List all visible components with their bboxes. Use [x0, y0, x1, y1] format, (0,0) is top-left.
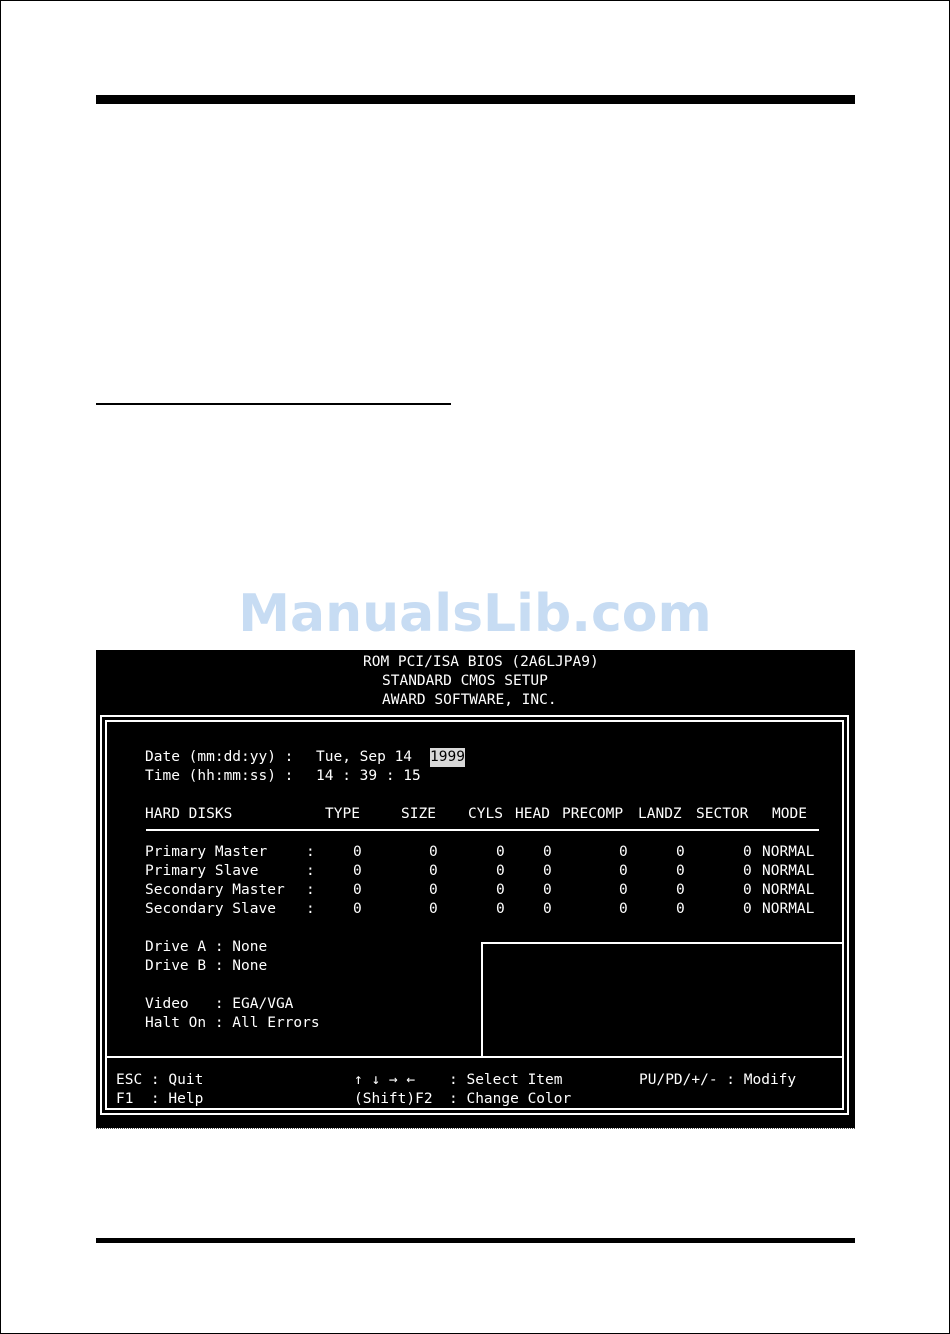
- date-label: Date (mm:dd:yy) :: [145, 749, 294, 765]
- hdd-head: 0: [543, 844, 552, 860]
- footer-page-rule: [96, 1238, 855, 1243]
- time-value[interactable]: 14 : 39 : 15: [316, 768, 421, 784]
- hdd-mode[interactable]: NORMAL: [762, 863, 815, 879]
- hdd-landz: 0: [676, 863, 685, 879]
- hdd-sector: 0: [743, 863, 752, 879]
- info-box: [481, 942, 844, 1057]
- select-item-hint: : Select Item: [449, 1072, 563, 1088]
- hdd-sector: 0: [743, 844, 752, 860]
- hdd-name: Primary Slave: [145, 863, 259, 879]
- hdd-type[interactable]: 0: [353, 844, 362, 860]
- watermark: ManualsLib.com: [238, 584, 712, 644]
- hdd-precomp: 0: [619, 882, 628, 898]
- bios-screen: [96, 650, 855, 1128]
- esc-quit-hint: ESC : Quit: [116, 1072, 204, 1088]
- hdd-col-head: HEAD: [515, 806, 550, 822]
- hdd-head: 0: [543, 901, 552, 917]
- hdd-type[interactable]: 0: [353, 882, 362, 898]
- drive-a-setting[interactable]: Drive A : None: [145, 939, 268, 955]
- hdd-col-mode: MODE: [772, 806, 807, 822]
- hdd-col-cyls: CYLS: [468, 806, 503, 822]
- video-setting[interactable]: Video : EGA/VGA: [145, 996, 294, 1012]
- scan-artifact: [96, 1128, 855, 1132]
- hdd-size: 0: [429, 844, 438, 860]
- hdd-name: Secondary Slave: [145, 901, 276, 917]
- time-label: Time (hh:mm:ss) :: [145, 768, 294, 784]
- hdd-sep: :: [306, 882, 315, 898]
- footer-rule: [105, 1056, 844, 1058]
- hdd-size: 0: [429, 882, 438, 898]
- hdd-sector: 0: [743, 882, 752, 898]
- section-underline: [96, 403, 451, 405]
- hdd-mode[interactable]: NORMAL: [762, 844, 815, 860]
- modify-hint: PU/PD/+/- : Modify: [639, 1072, 797, 1088]
- hdd-col-precomp: PRECOMP: [562, 806, 624, 822]
- hdd-head: 0: [543, 882, 552, 898]
- hdd-precomp: 0: [619, 863, 628, 879]
- hdd-sep: :: [306, 844, 315, 860]
- hdd-col-type: TYPE: [325, 806, 360, 822]
- hdd-type[interactable]: 0: [353, 863, 362, 879]
- hdd-col-sector: SECTOR: [696, 806, 749, 822]
- hdd-landz: 0: [676, 844, 685, 860]
- bios-title: ROM PCI/ISA BIOS (2A6LJPA9): [363, 654, 599, 670]
- bios-vendor: AWARD SOFTWARE, INC.: [382, 692, 557, 708]
- hdd-type[interactable]: 0: [353, 901, 362, 917]
- change-color-hint: : Change Color: [449, 1091, 572, 1107]
- hdd-mode[interactable]: NORMAL: [762, 882, 815, 898]
- hdd-col-name: HARD DISKS: [145, 806, 233, 822]
- shift-f2-key: (Shift)F2: [354, 1091, 433, 1107]
- f1-help-hint: F1 : Help: [116, 1091, 204, 1107]
- hdd-landz: 0: [676, 882, 685, 898]
- hdd-cyls: 0: [496, 882, 505, 898]
- date-value[interactable]: Tue, Sep 14: [316, 749, 413, 765]
- hdd-precomp: 0: [619, 901, 628, 917]
- hdd-col-size: SIZE: [401, 806, 436, 822]
- hdd-mode[interactable]: NORMAL: [762, 901, 815, 917]
- hdd-sep: :: [306, 901, 315, 917]
- bios-subtitle: STANDARD CMOS SETUP: [382, 673, 548, 689]
- hdd-name: Secondary Master: [145, 882, 285, 898]
- hdd-precomp: 0: [619, 844, 628, 860]
- arrow-keys-icon: ↑ ↓ → ←: [354, 1072, 416, 1088]
- hdd-cyls: 0: [496, 863, 505, 879]
- hdd-landz: 0: [676, 901, 685, 917]
- hdd-cyls: 0: [496, 844, 505, 860]
- hdd-sep: :: [306, 863, 315, 879]
- hdd-sector: 0: [743, 901, 752, 917]
- header-rule: [96, 95, 855, 104]
- hdd-header-rule: [146, 829, 819, 831]
- hdd-head: 0: [543, 863, 552, 879]
- hdd-name: Primary Master: [145, 844, 268, 860]
- hdd-size: 0: [429, 901, 438, 917]
- date-year-field[interactable]: 1999: [430, 749, 465, 765]
- hdd-size: 0: [429, 863, 438, 879]
- hdd-cyls: 0: [496, 901, 505, 917]
- drive-b-setting[interactable]: Drive B : None: [145, 958, 268, 974]
- hdd-col-landz: LANDZ: [638, 806, 682, 822]
- halt-on-setting[interactable]: Halt On : All Errors: [145, 1015, 320, 1031]
